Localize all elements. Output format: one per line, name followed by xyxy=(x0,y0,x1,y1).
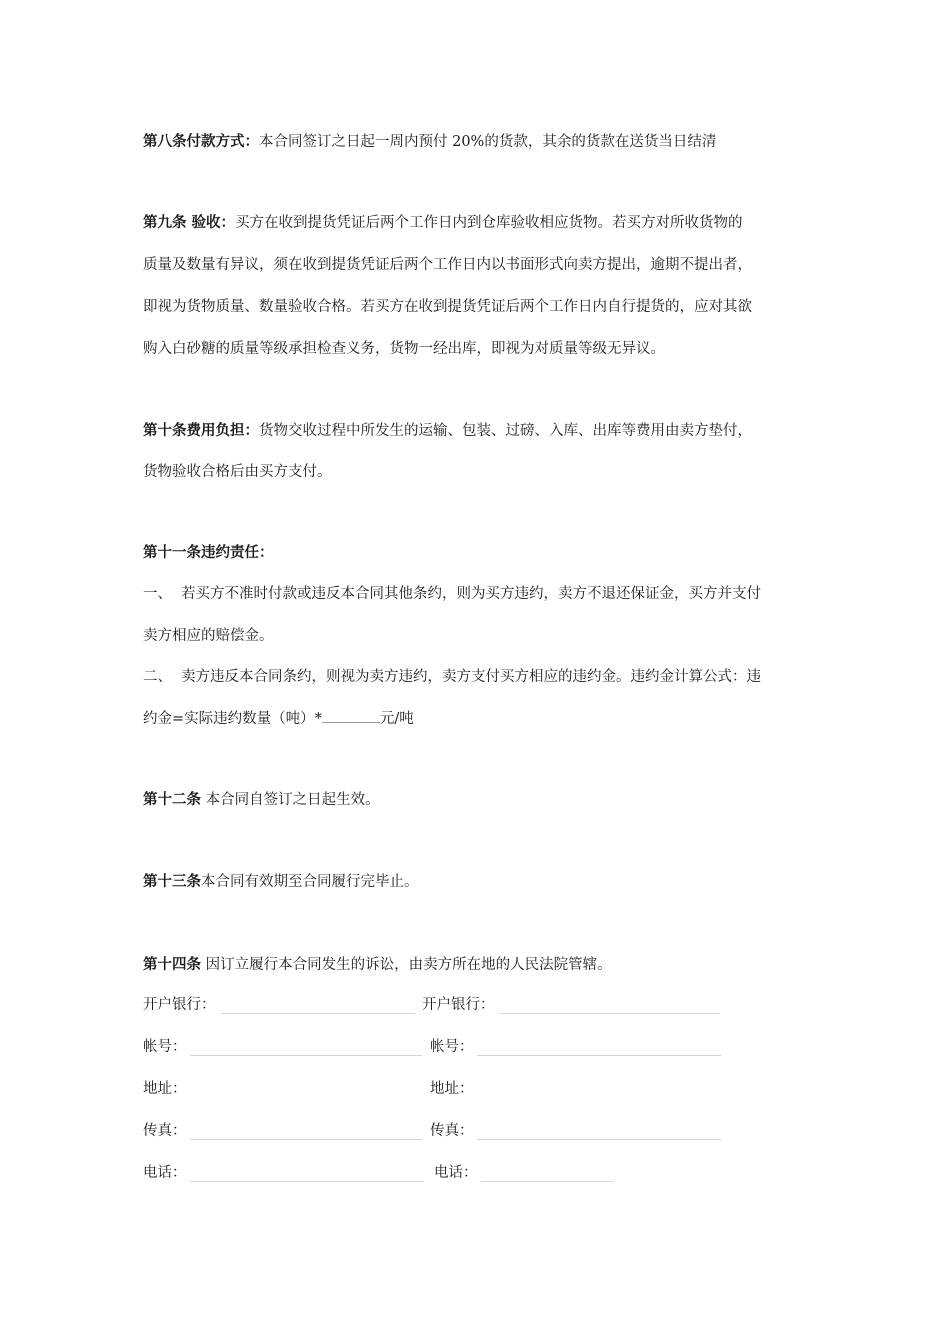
address-right-label: 地址： xyxy=(430,1081,474,1097)
account-right-field[interactable] xyxy=(430,1037,474,1057)
article-12-heading: 第十二条 xyxy=(143,791,201,808)
article-9-line-3: 即视为货物质量、数量验收合格。若买方在收到提货凭证后两个工作日内自行提货的，应对其欲 xyxy=(143,299,752,315)
article-11-item-2-text: 卖方违反本合同条约，则视为卖方违约，卖方支付买方相应的违约金。违约金计算公式：违 xyxy=(181,669,761,685)
address-left-label: 地址： xyxy=(143,1081,187,1097)
fax-left-field[interactable] xyxy=(143,1121,187,1141)
article-13-heading: 第十三条 xyxy=(143,873,201,890)
article-8 xyxy=(143,132,716,152)
phone-left-line xyxy=(190,1181,424,1182)
fax-left-label: 传真： xyxy=(143,1123,187,1139)
penalty-rate-blank[interactable] xyxy=(322,710,380,723)
article-11-item-2-line-2 xyxy=(143,709,414,729)
fax-right-line xyxy=(477,1139,721,1140)
article-10-heading: 第十条费用负担： xyxy=(143,422,259,439)
article-10-line-1 xyxy=(143,421,752,441)
account-left-field[interactable] xyxy=(143,1037,187,1057)
article-14-text: 因订立履行本合同发生的诉讼，由卖方所在地的人民法院管辖。 xyxy=(201,957,612,973)
article-10-text-1: 货物交收过程中所发生的运输、包装、过磅、入库、出库等费用由卖方垫付， xyxy=(259,423,752,439)
bank-left-field[interactable] xyxy=(143,995,216,1015)
penalty-unit-text: 元/吨 xyxy=(379,711,414,727)
article-9-line-4: 购入白砂糖的质量等级承担检查义务，货物一经出库，即视为对质量等级无异议。 xyxy=(143,341,665,357)
article-8-heading: 第八条付款方式： xyxy=(143,133,259,150)
bank-right-line xyxy=(500,1013,720,1014)
article-9-line-2: 质量及数量有异议，须在收到提货凭证后两个工作日内以书面形式向卖方提出，逾期不提出者， xyxy=(143,257,752,273)
article-11-item-1-text: 若买方不准时付款或违反本合同其他条约，则为买方违约，卖方不退还保证金，买方并支付 xyxy=(181,586,761,602)
fax-left-line xyxy=(190,1139,422,1140)
article-11-item-2-line-1 xyxy=(143,667,761,687)
article-12 xyxy=(143,790,380,810)
account-left-label: 帐号： xyxy=(143,1039,187,1055)
bank-right-field[interactable] xyxy=(422,995,495,1015)
bank-right-label: 开户银行： xyxy=(422,997,495,1013)
article-13 xyxy=(143,872,419,892)
account-right-line xyxy=(477,1055,721,1056)
phone-left-field[interactable] xyxy=(143,1163,187,1183)
article-11-heading: 第十一条违约责任： xyxy=(143,544,274,561)
article-13-text: 本合同有效期至合同履行完毕止。 xyxy=(201,874,419,890)
address-right-field[interactable] xyxy=(430,1079,474,1099)
article-12-text: 本合同自签订之日起生效。 xyxy=(201,792,380,808)
article-14 xyxy=(143,955,612,975)
account-right-label: 帐号： xyxy=(430,1039,474,1055)
account-left-line xyxy=(190,1055,422,1056)
article-10-line-2: 货物验收合格后由买方支付。 xyxy=(143,464,332,480)
phone-left-label: 电话： xyxy=(143,1165,187,1181)
penalty-formula-text: 约金=实际违约数量（吨）* xyxy=(143,711,322,727)
article-11-item-1-line-2: 卖方相应的赔偿金。 xyxy=(143,628,274,644)
article-11-item-1-line-1 xyxy=(143,584,761,604)
article-9-text-1: 买方在收到提货凭证后两个工作日内到仓库验收相应货物。若买方对所收货物的 xyxy=(235,215,743,231)
article-9-heading: 第九条 验收： xyxy=(143,214,236,231)
article-14-heading: 第十四条 xyxy=(143,956,201,973)
bank-left-line xyxy=(221,1013,415,1014)
article-8-text: 本合同签订之日起一周内预付 20%的货款，其余的货款在送货当日结清 xyxy=(259,134,717,150)
address-left-field[interactable] xyxy=(143,1079,187,1099)
phone-right-label: 电话： xyxy=(434,1165,478,1181)
article-11-item-1-label: 一、 xyxy=(143,586,172,602)
article-11-item-2-label: 二、 xyxy=(143,669,172,685)
bank-left-label: 开户银行： xyxy=(143,997,216,1013)
article-9-line-1 xyxy=(143,213,743,233)
phone-right-line xyxy=(481,1181,613,1182)
phone-right-field[interactable] xyxy=(434,1163,478,1183)
fax-right-label: 传真： xyxy=(430,1123,474,1139)
fax-right-field[interactable] xyxy=(430,1121,474,1141)
